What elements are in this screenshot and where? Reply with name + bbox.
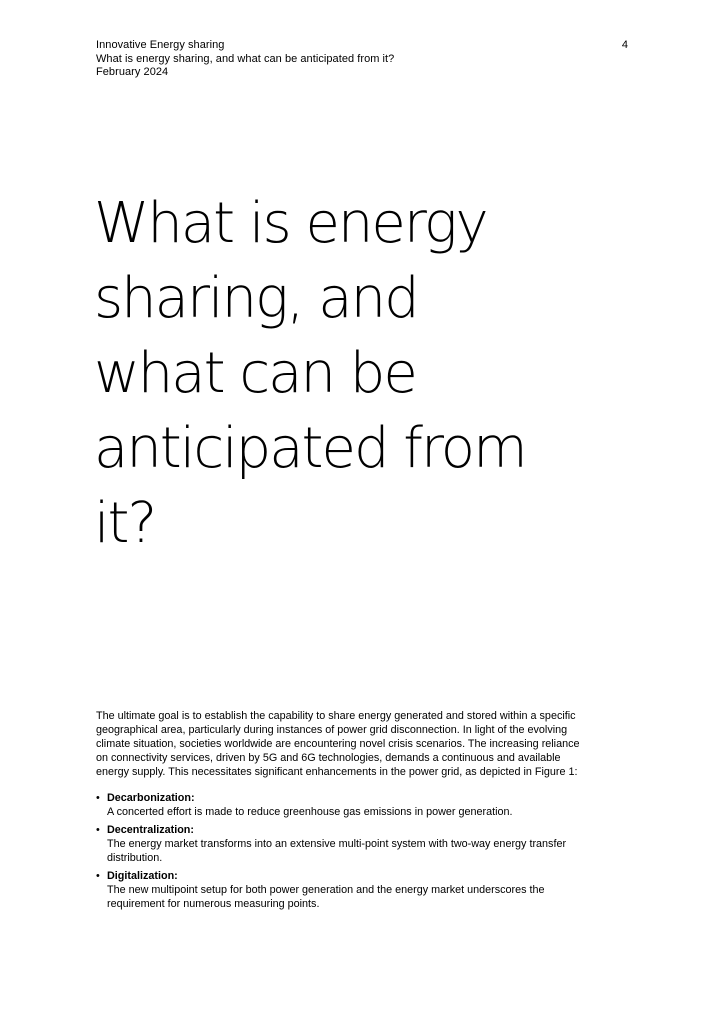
bullet-term: Decentralization: xyxy=(107,824,194,836)
bullet-description: The energy market transforms into an extensive multi-point system with two-way energy transfer distribution. xyxy=(107,838,567,864)
page-number: 4 xyxy=(621,39,628,51)
title-line: what can be xyxy=(94,341,416,406)
title-line: anticipated from xyxy=(94,416,526,481)
bullet-term: Decarbonization: xyxy=(107,792,195,804)
intro-paragraph: The ultimate goal is to establish the capability to share energy generated and stored within a specific geographical area, particularly during instances of power grid disconnection. In light of the evolving climate situation, societies worldwide are encountering novel crisis scenarios. The increasing reliance on connectivity services, driven by 5G and 6G technologies, demands a continuous and available energy supply. This necessitates significant enhancements in the power grid, as depicted in Figure 1: xyxy=(96,710,580,778)
title-line: it? xyxy=(94,491,156,556)
bullet-list xyxy=(96,791,586,911)
header-document-title: Innovative Energy sharing xyxy=(96,39,225,51)
page-title xyxy=(94,186,574,561)
running-header xyxy=(96,39,394,80)
list-item xyxy=(96,823,586,865)
bullet-icon: • xyxy=(96,870,100,882)
bullet-description: The new multipoint setup for both power generation and the energy market underscores the requirement for numerous measuring points. xyxy=(107,884,545,910)
bullet-term: Digitalization: xyxy=(107,870,178,882)
title-line: What is energy xyxy=(94,191,487,256)
body-text xyxy=(96,709,586,915)
bullet-icon: • xyxy=(96,792,100,804)
list-item xyxy=(96,791,586,819)
title-line: sharing, and xyxy=(94,266,418,331)
header-section-title: What is energy sharing, and what can be anticipated from it? xyxy=(96,52,395,65)
list-item xyxy=(96,869,586,911)
bullet-description: A concerted effort is made to reduce greenhouse gas emissions in power generation. xyxy=(107,806,513,818)
header-date: February 2024 xyxy=(96,66,169,78)
bullet-icon: • xyxy=(96,824,100,836)
